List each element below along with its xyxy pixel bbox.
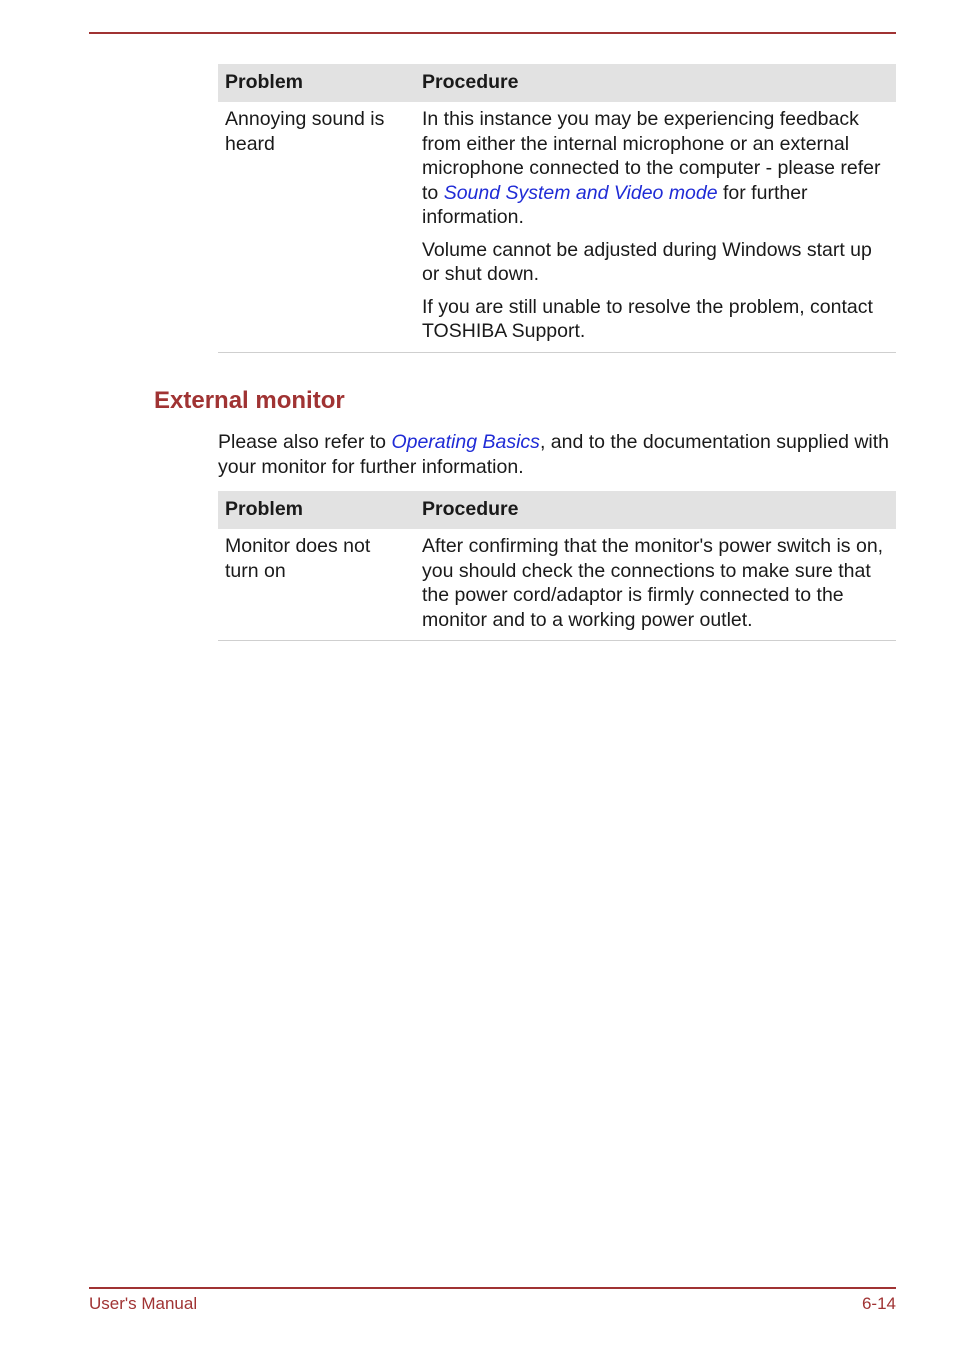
procedure-paragraph bbox=[422, 107, 890, 230]
problem-cell: Monitor does not turn on bbox=[218, 529, 415, 641]
table-row bbox=[218, 529, 896, 641]
column-header-problem: Problem bbox=[218, 64, 415, 102]
operating-basics-link[interactable]: Operating Basics bbox=[391, 431, 540, 453]
table-row bbox=[218, 102, 896, 352]
intro-text: Please also refer to bbox=[218, 431, 392, 453]
table-header-row bbox=[218, 491, 896, 529]
column-header-procedure: Procedure bbox=[415, 491, 896, 529]
page-number: 6-14 bbox=[861, 1294, 896, 1313]
problem-cell: Annoying sound is heard bbox=[218, 102, 415, 352]
footer-rule bbox=[89, 1287, 896, 1289]
procedure-cell bbox=[415, 102, 896, 352]
section-heading-external-monitor: External monitor bbox=[154, 387, 345, 414]
procedure-cell: After confirming that the monitor's power switch is on, you should check the connections to make sure that the power cord/adaptor is firmly connected to the monitor and to a working power outlet. bbox=[415, 529, 896, 641]
procedure-text: for further information. bbox=[422, 181, 808, 228]
section-intro bbox=[218, 430, 896, 479]
column-header-problem: Problem bbox=[218, 491, 415, 529]
header-rule bbox=[89, 32, 896, 34]
intro-text: , and to the documentation supplied with your monitor for further information. bbox=[218, 431, 890, 478]
procedure-paragraph: If you are still unable to resolve the problem, contact TOSHIBA Support. bbox=[422, 295, 873, 342]
sound-troubleshooting-table bbox=[218, 64, 896, 353]
table-header-row bbox=[218, 64, 896, 102]
procedure-paragraph: Volume cannot be adjusted during Windows start up or shut down. bbox=[422, 238, 872, 285]
sound-system-link[interactable]: Sound System and Video mode bbox=[443, 181, 718, 204]
monitor-troubleshooting-table bbox=[218, 491, 896, 641]
column-header-procedure: Procedure bbox=[415, 64, 896, 102]
procedure-text: In this instance you may be experiencing feedback from either the internal microphone or an external microphone connected to the computer - please refer to bbox=[422, 108, 881, 204]
footer-title: User's Manual bbox=[89, 1294, 198, 1313]
